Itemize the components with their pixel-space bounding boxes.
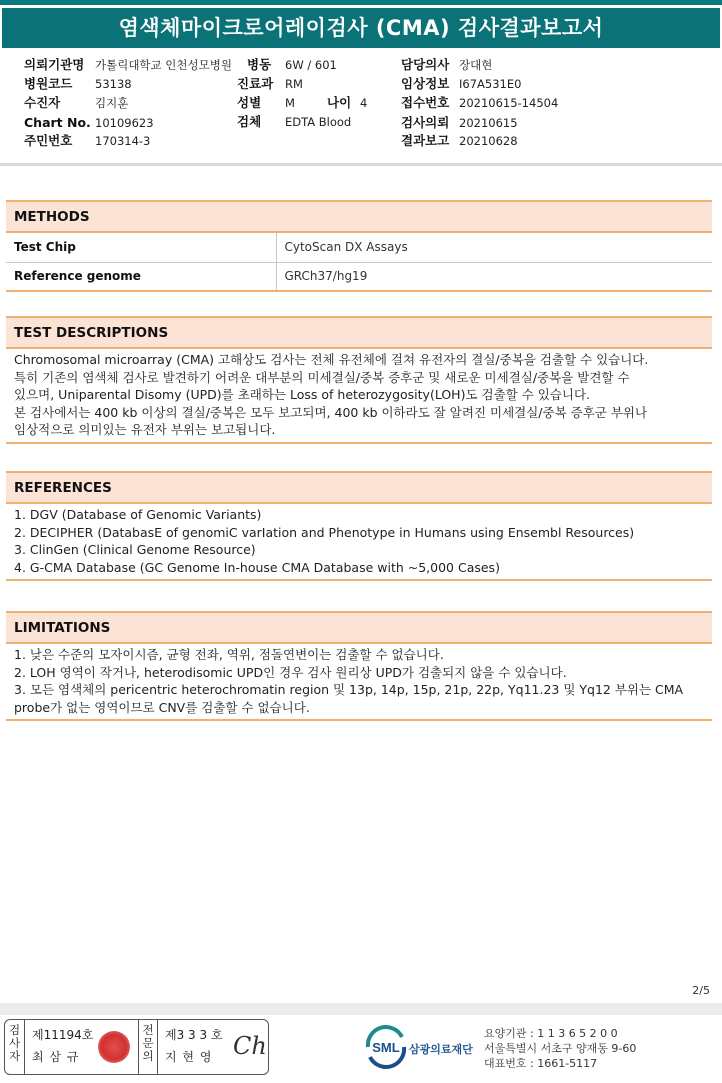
table-row [6, 233, 712, 262]
institution-label: 의뢰기관명 [24, 57, 85, 72]
limitations-body [6, 644, 712, 721]
sex-label: 성별 [237, 95, 262, 110]
clinical-info-value: I67A531E0 [459, 77, 522, 91]
department-label: 진료과 [237, 76, 274, 91]
department-value: RM [285, 77, 303, 91]
reference-genome-label: Reference genome [6, 262, 276, 291]
signature: Ch [233, 1032, 267, 1060]
patient-label: 수진자 [24, 95, 61, 110]
chart-value: 10109623 [95, 116, 154, 130]
age-label: 나이 [327, 95, 352, 110]
official-seal-icon [98, 1031, 130, 1063]
sml-logo-icon [364, 1025, 408, 1069]
title-bar [0, 0, 722, 50]
ward-label: 병동 [247, 57, 272, 72]
org-code: 요양기관 : 1 1 3 6 5 2 0 0 [484, 1027, 618, 1040]
specimen-value: EDTA Blood [285, 115, 352, 129]
hospital-code-label: 병원코드 [24, 76, 73, 91]
header-divider [0, 163, 722, 166]
limitations-heading: LIMITATIONS [6, 611, 712, 644]
specimen-label: 검체 [237, 114, 262, 129]
list-item: 3. ClinGen (Clinical Genome Resource) [14, 542, 256, 557]
list-item: 2. DECIPHER (DatabasE of genomiC varIation and Phenotype in Humans using Ensembl Resources) [14, 524, 635, 540]
doctor-value: 장대현 [459, 58, 493, 72]
report-label: 결과보고 [401, 133, 450, 148]
doctor-label: 담당의사 [401, 57, 450, 72]
specialist-license: 제3 3 3 호 [165, 1028, 223, 1042]
inspector-label: 검 사 자 [5, 1020, 25, 1074]
receipt-no-label: 접수번호 [401, 95, 450, 110]
test-chip-value: CytoScan DX Assays [276, 233, 712, 262]
test-chip-label: Test Chip [6, 233, 276, 262]
org-address: 서울특별시 서초구 양재동 9-60 [484, 1042, 637, 1055]
org-info [484, 1026, 636, 1071]
ward-value: 6W / 601 [285, 58, 337, 72]
hospital-code-value: 53138 [95, 77, 132, 91]
id-value: 170314-3 [95, 134, 151, 148]
footer-divider [0, 1003, 722, 1015]
org-phone: 대표번호 : 1661-5117 [484, 1057, 598, 1070]
patient-value: 김지훈 [95, 96, 129, 110]
age-value: 4 [360, 96, 368, 110]
list-item: 4. G-CMA Database (GC Genome In-house CMA Database with ~5,000 Cases) [14, 559, 500, 575]
list-item: 3. 모든 염색체의 pericentric heterochromatin region 및 13p, 14p, 15p, 21p, 22p, Yq11.23 및 Yq12 부위는 CMA [14, 682, 684, 697]
description-line: 임상적으로 의미있는 유전자 부위는 보고됩니다. [14, 422, 276, 437]
list-item: 1. 낮은 수준의 모자이시즘, 균형 전좌, 역위, 점돌연변이는 검출할 수 없습니다. [14, 647, 444, 662]
description-line: 특히 기존의 염색체 검사로 발견하기 어려운 대부분의 미세결실/중복 증후군 및 새로운 미세결실/중복을 발견할 수 [14, 369, 630, 385]
report-title: 염색체마이크로어레이검사 (CMA) 검사결과보고서 [2, 8, 720, 48]
methods-heading: METHODS [6, 200, 712, 233]
request-label: 검사의뢰 [401, 115, 450, 130]
references-heading: REFERENCES [6, 471, 712, 504]
id-label: 주민번호 [24, 133, 73, 148]
test-descriptions-body [6, 349, 712, 444]
org-name: 삼광의료재단 [409, 1043, 473, 1056]
chart-label: Chart No. [24, 115, 91, 130]
description-line: 본 검사에서는 400 kb 이상의 결실/중복은 모두 보고되며, 400 kb 이하라도 잘 알려진 미세결실/중복 증후군 부위나 [14, 404, 648, 420]
methods-section [6, 200, 712, 292]
list-item: probe가 없는 영역이므로 CNV를 검출할 수 없습니다. [14, 699, 310, 715]
table-row [6, 262, 712, 291]
test-descriptions-section [6, 316, 712, 444]
request-date: 20210615 [459, 116, 518, 130]
test-descriptions-heading: TEST DESCRIPTIONS [6, 316, 712, 349]
specialist-name: 지 현 영 [165, 1050, 213, 1064]
specialist-label: 전 문 의 [138, 1020, 158, 1074]
page-number: 2/5 [692, 984, 710, 997]
description-line: 있으며, Uniparental Disomy (UPD)를 초래하는 Loss of heterozygosity(LOH)도 검출할 수 있습니다. [14, 387, 591, 402]
list-item: 1. DGV (Database of Genomic Variants) [14, 507, 262, 522]
sex-value: M [285, 96, 295, 110]
methods-table [6, 233, 712, 292]
inspector-license: 제11194호 [32, 1028, 94, 1042]
patient-info-block [0, 50, 722, 166]
reference-genome-value: GRCh37/hg19 [276, 262, 712, 291]
clinical-info-label: 임상정보 [401, 76, 450, 91]
logo-text: SML [372, 1040, 400, 1055]
references-section [6, 471, 712, 581]
list-item: 2. LOH 영역이 작거나, heterodisomic UPD인 경우 검사 원리상 UPD가 검출되지 않을 수 있습니다. [14, 664, 567, 680]
signature-box [4, 1019, 269, 1075]
limitations-section [6, 611, 712, 721]
report-date: 20210628 [459, 134, 518, 148]
references-body [6, 504, 712, 581]
description-line: Chromosomal microarray (CMA) 고해상도 검사는 전체 유전체에 걸쳐 유전자의 결실/중복을 검출할 수 있습니다. [14, 352, 649, 367]
receipt-no-value: 20210615-14504 [459, 96, 559, 110]
institution-value: 가톨릭대학교 인천성모병원 [95, 58, 232, 72]
inspector-name: 최 삼 규 [32, 1050, 80, 1064]
